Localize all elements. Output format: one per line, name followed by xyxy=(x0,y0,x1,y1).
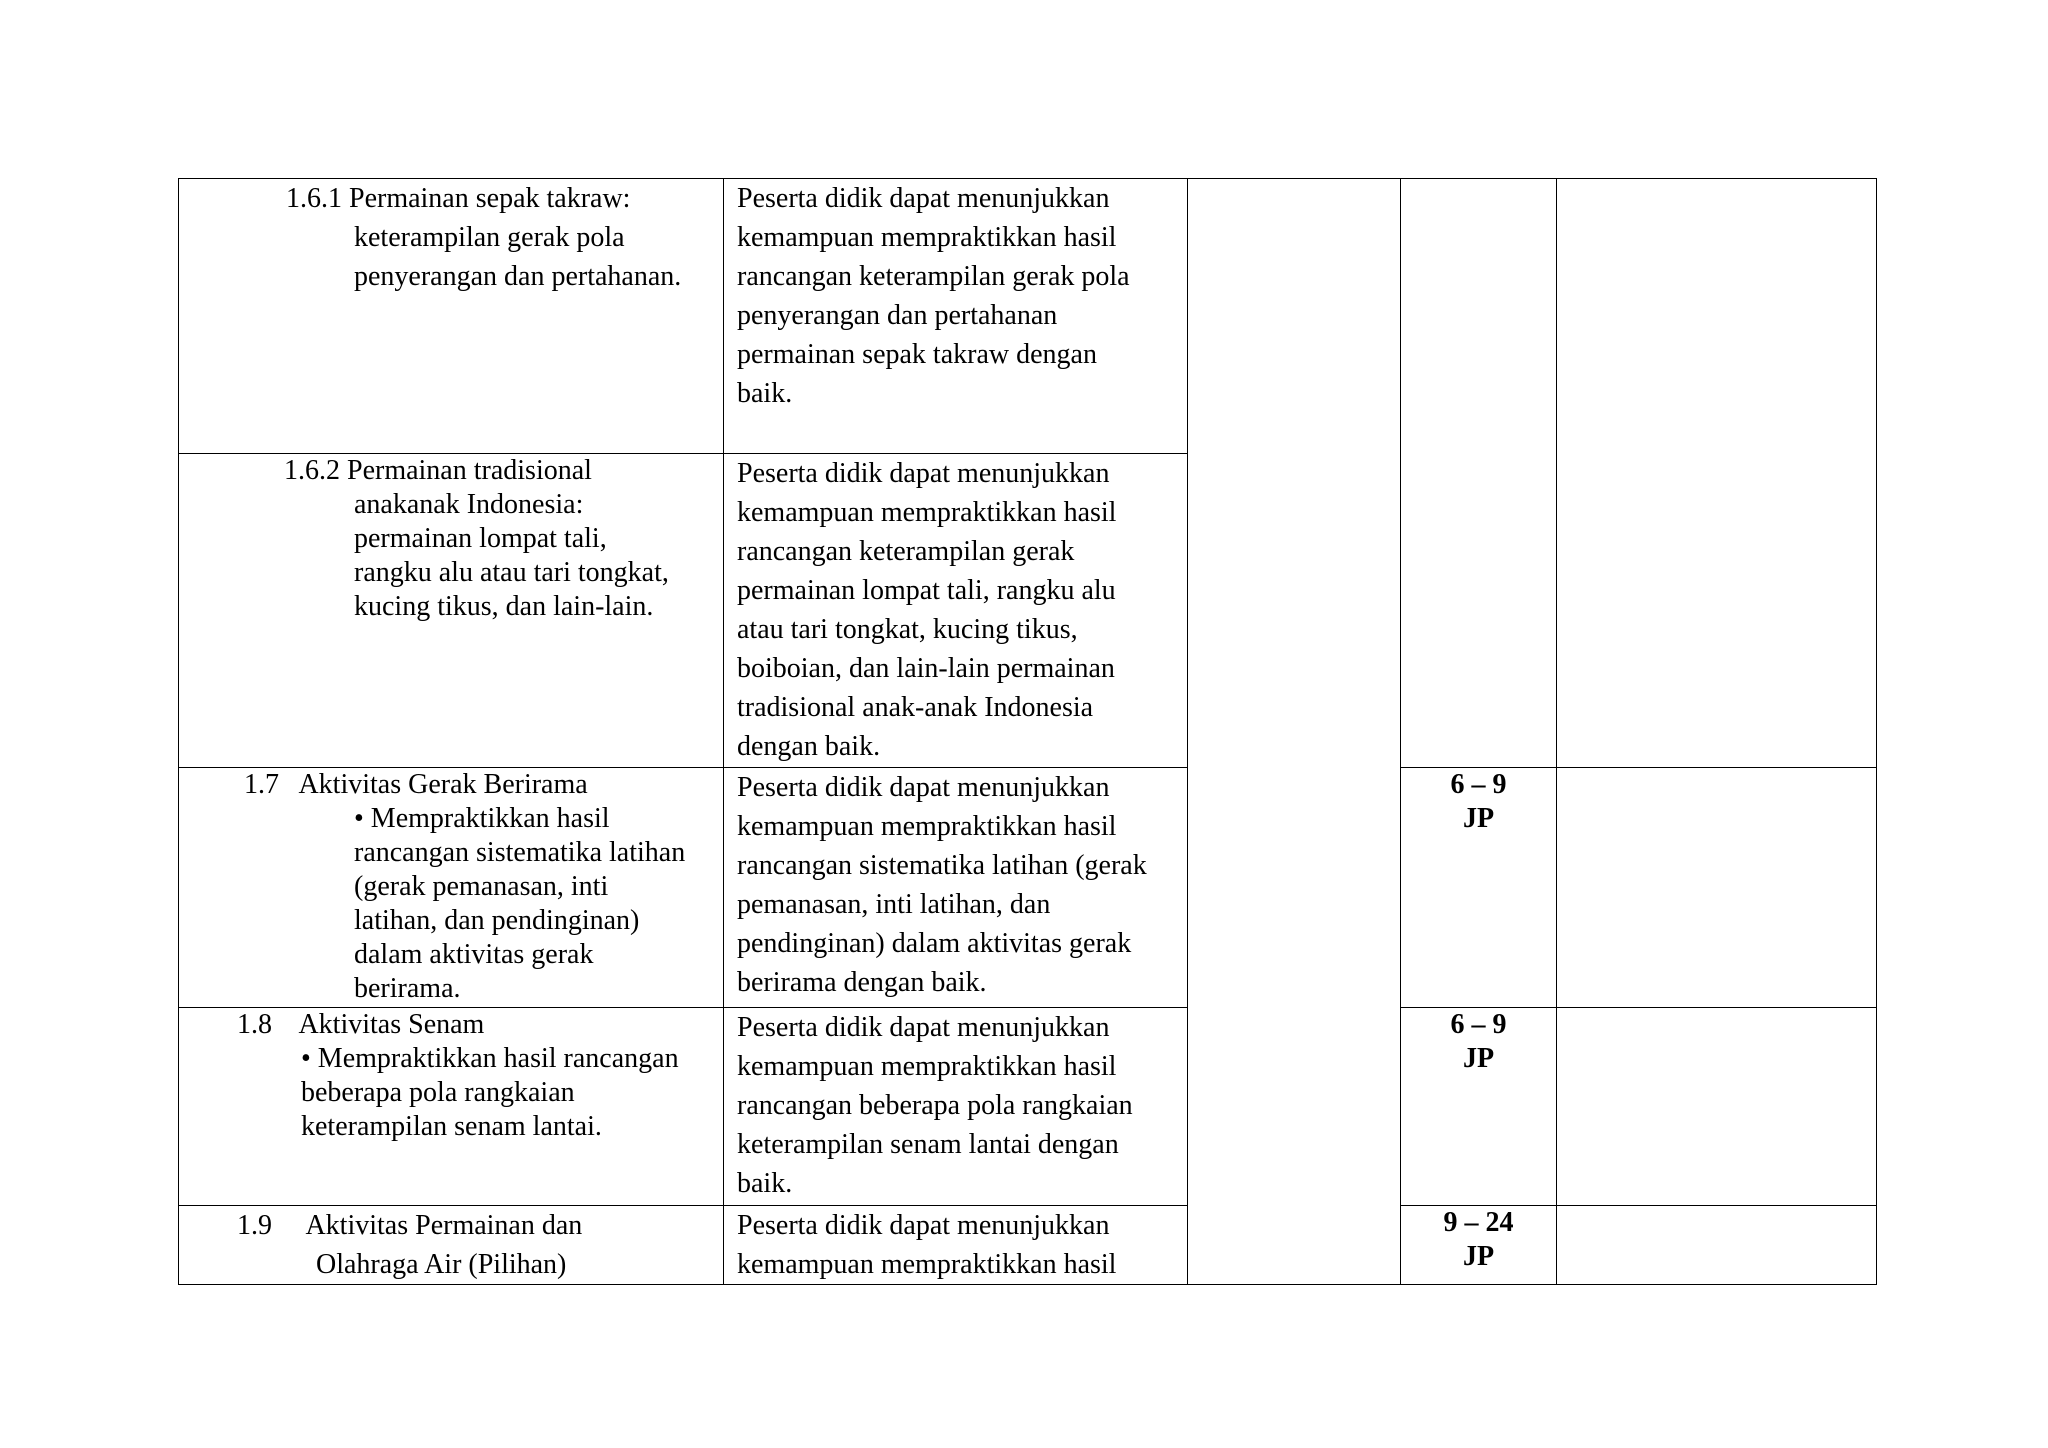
notes-cell xyxy=(1557,1206,1877,1285)
jp-value: 6 – 9 xyxy=(1450,769,1507,800)
notes-cell xyxy=(1557,768,1877,1008)
time-allocation-cell xyxy=(1401,179,1557,768)
topic-line: dalam aktivitas gerak xyxy=(354,939,594,970)
description-line: kemampuan mempraktikkan hasil xyxy=(737,497,1117,528)
description-line: Peserta didik dapat menunjukkan xyxy=(737,1210,1110,1241)
syllabus-table xyxy=(178,178,1877,1285)
description-line: kemampuan mempraktikkan hasil xyxy=(737,1249,1117,1280)
topic-line: keterampilan senam lantai. xyxy=(301,1111,602,1142)
description-line: rancangan keterampilan gerak xyxy=(737,536,1075,567)
topic-line: latihan, dan pendinginan) xyxy=(354,905,640,936)
topic-line: berirama. xyxy=(354,973,461,1004)
table-row xyxy=(179,179,1877,454)
description-line: Peserta didik dapat menunjukkan xyxy=(737,183,1110,214)
topic-heading: 1.8 Aktivitas Senam xyxy=(237,1009,485,1040)
topic-heading: 1.9 Aktivitas Permainan dan xyxy=(237,1210,583,1241)
topic-line: rangku alu atau tari tongkat, xyxy=(354,557,669,588)
topic-lines xyxy=(354,218,681,296)
description-line: permainan sepak takraw dengan xyxy=(737,339,1097,370)
jp-value: 6 – 9 xyxy=(1450,1009,1507,1040)
jp-unit: JP xyxy=(1462,1043,1495,1074)
table-row xyxy=(179,1206,1877,1285)
topic-lines xyxy=(301,1042,679,1144)
description-line: pendinginan) dalam aktivitas gerak xyxy=(737,928,1132,959)
jp-unit: JP xyxy=(1462,1241,1495,1272)
description-line: Peserta didik dapat menunjukkan xyxy=(737,1012,1110,1043)
description-line: Peserta didik dapat menunjukkan xyxy=(737,458,1110,489)
topic-line: • Mempraktikkan hasil rancangan xyxy=(301,1043,679,1074)
description-line: permainan lompat tali, rangku alu xyxy=(737,575,1116,606)
jp-value: 9 – 24 xyxy=(1443,1207,1514,1238)
description-cell xyxy=(724,179,1188,454)
topic-cell xyxy=(179,1008,724,1206)
topic-line: rancangan sistematika latihan xyxy=(354,837,686,868)
topic-line: • Mempraktikkan hasil xyxy=(354,803,610,834)
description-line: keterampilan senam lantai dengan xyxy=(737,1129,1119,1160)
time-allocation-cell xyxy=(1401,1206,1557,1285)
notes-cell xyxy=(1557,179,1877,768)
description-line: kemampuan mempraktikkan hasil xyxy=(737,1051,1117,1082)
description-line: tradisional anak-anak Indonesia xyxy=(737,692,1094,723)
notes-cell xyxy=(1557,1008,1877,1206)
topic-cell xyxy=(179,454,724,768)
topic-line: anakanak Indonesia: xyxy=(354,489,584,520)
description-line: Peserta didik dapat menunjukkan xyxy=(737,772,1110,803)
description-line: kemampuan mempraktikkan hasil xyxy=(737,222,1117,253)
topic-cell xyxy=(179,1206,724,1285)
topic-heading: 1.7 Aktivitas Gerak Berirama xyxy=(244,769,588,800)
topic-line: (gerak pemanasan, inti xyxy=(354,871,609,902)
topic-lines xyxy=(354,488,669,624)
description-cell xyxy=(724,1206,1188,1285)
description-line: berirama dengan baik. xyxy=(737,967,987,998)
table-row xyxy=(179,1008,1877,1206)
topic-heading: 1.6.2 Permainan tradisional xyxy=(284,455,592,486)
description-line: rancangan sistematika latihan (gerak xyxy=(737,850,1147,881)
description-cell xyxy=(724,768,1188,1008)
topic-heading: 1.6.1 Permainan sepak takraw: xyxy=(286,183,631,214)
description-line: dengan baik. xyxy=(737,731,881,762)
description-line: pemanasan, inti latihan, dan xyxy=(737,889,1051,920)
description-line: rancangan keterampilan gerak pola xyxy=(737,261,1130,292)
description-line: baik. xyxy=(737,378,793,409)
topic-lines xyxy=(354,802,685,1006)
topic-line: penyerangan dan pertahanan. xyxy=(354,261,682,292)
description-line: penyerangan dan pertahanan xyxy=(737,300,1058,331)
topic-cell xyxy=(179,179,724,454)
jp-unit: JP xyxy=(1462,803,1495,834)
description-line: boiboian, dan lain-lain permainan xyxy=(737,653,1115,684)
description-line: baik. xyxy=(737,1168,793,1199)
description-line: rancangan beberapa pola rangkaian xyxy=(737,1090,1133,1121)
table-row xyxy=(179,768,1877,1008)
topic-lines xyxy=(316,1245,566,1284)
empty-column-cell xyxy=(1188,179,1401,1285)
description-line: kemampuan mempraktikkan hasil xyxy=(737,811,1117,842)
topic-line: beberapa pola rangkaian xyxy=(301,1077,575,1108)
description-cell xyxy=(724,454,1188,768)
topic-line: kucing tikus, dan lain-lain. xyxy=(354,591,654,622)
description-line: atau tari tongkat, kucing tikus, xyxy=(737,614,1078,645)
time-allocation-cell xyxy=(1401,1008,1557,1206)
topic-line: Olahraga Air (Pilihan) xyxy=(316,1249,567,1280)
topic-cell xyxy=(179,768,724,1008)
description-cell xyxy=(724,1008,1188,1206)
time-allocation-cell xyxy=(1401,768,1557,1008)
topic-line: keterampilan gerak pola xyxy=(354,222,625,253)
topic-line: permainan lompat tali, xyxy=(354,523,607,554)
